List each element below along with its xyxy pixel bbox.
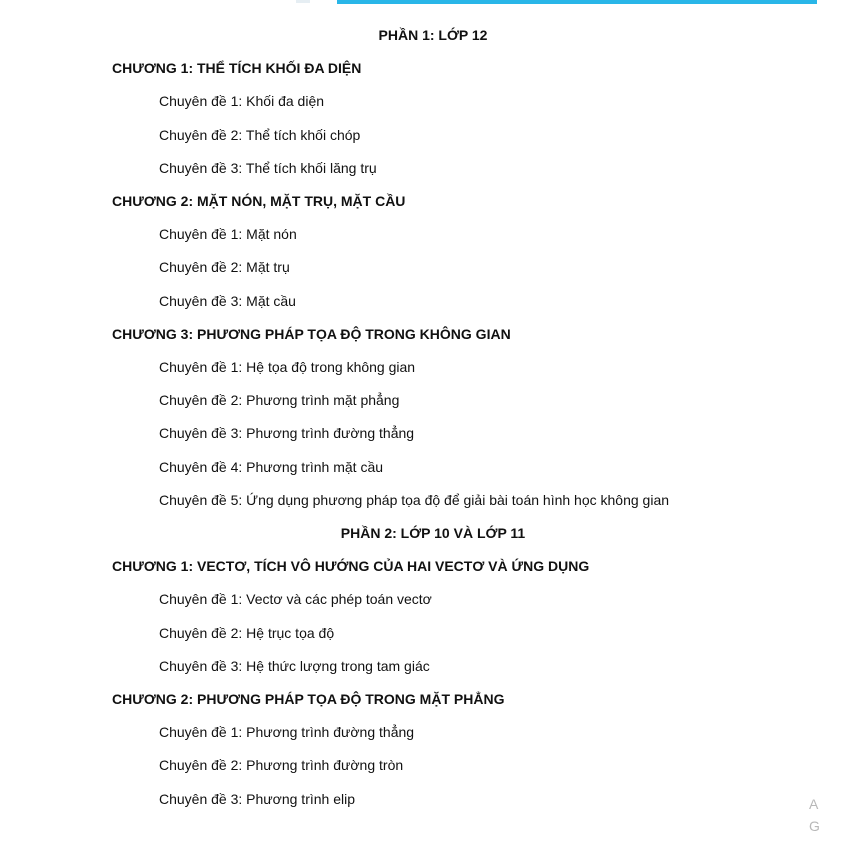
topic-item: Chuyên đề 3: Hệ thức lượng trong tam giác — [159, 658, 430, 674]
topic-item: Chuyên đề 4: Phương trình mặt cầu — [159, 459, 384, 475]
topic-item: Chuyên đề 1: Hệ tọa độ trong không gian — [159, 359, 416, 375]
topic-item: Chuyên đề 1: Khối đa diện — [159, 93, 325, 109]
corner-watermark-letter: A — [809, 796, 819, 812]
topic-item: Chuyên đề 2: Phương trình mặt phẳng — [159, 392, 400, 408]
chapter-title: CHƯƠNG 1: THỂ TÍCH KHỐI ĐA DIỆN — [112, 60, 362, 76]
topic-item: Chuyên đề 3: Phương trình elip — [159, 791, 356, 807]
topic-item: Chuyên đề 5: Ứng dụng phương pháp tọa độ để giải bài toán hình học không gian — [159, 492, 670, 508]
topic-item: Chuyên đề 2: Thể tích khối chóp — [159, 127, 361, 143]
topic-item: Chuyên đề 1: Mặt nón — [159, 226, 297, 242]
topic-item: Chuyên đề 3: Mặt cầu — [159, 293, 296, 309]
chapter-title: CHƯƠNG 2: MẶT NÓN, MẶT TRỤ, MẶT CẦU — [112, 193, 406, 209]
topic-item: Chuyên đề 2: Hệ trục tọa độ — [159, 625, 335, 641]
topic-item: Chuyên đề 2: Phương trình đường tròn — [159, 757, 404, 773]
topic-item: Chuyên đề 1: Vectơ và các phép toán vectơ — [159, 591, 432, 607]
topic-item: Chuyên đề 2: Mặt trụ — [159, 259, 290, 275]
chapter-title: CHƯƠNG 1: VECTƠ, TÍCH VÔ HƯỚNG CỦA HAI VECTƠ VÀ ỨNG DỤNG — [112, 558, 590, 574]
topic-item: Chuyên đề 3: Thể tích khối lăng trụ — [159, 160, 377, 176]
corner-watermark-letter: G — [809, 818, 820, 834]
part-title: PHẦN 1: LỚP 12 — [378, 27, 488, 43]
chapter-title: CHƯƠNG 2: PHƯƠNG PHÁP TỌA ĐỘ TRONG MẶT PHẲNG — [112, 691, 505, 707]
topic-item: Chuyên đề 3: Phương trình đường thẳng — [159, 425, 415, 441]
chapter-title: CHƯƠNG 3: PHƯƠNG PHÁP TỌA ĐỘ TRONG KHÔNG GIAN — [112, 326, 511, 342]
part-title: PHẦN 2: LỚP 10 VÀ LỚP 11 — [340, 525, 526, 541]
topic-item: Chuyên đề 1: Phương trình đường thẳng — [159, 724, 415, 740]
